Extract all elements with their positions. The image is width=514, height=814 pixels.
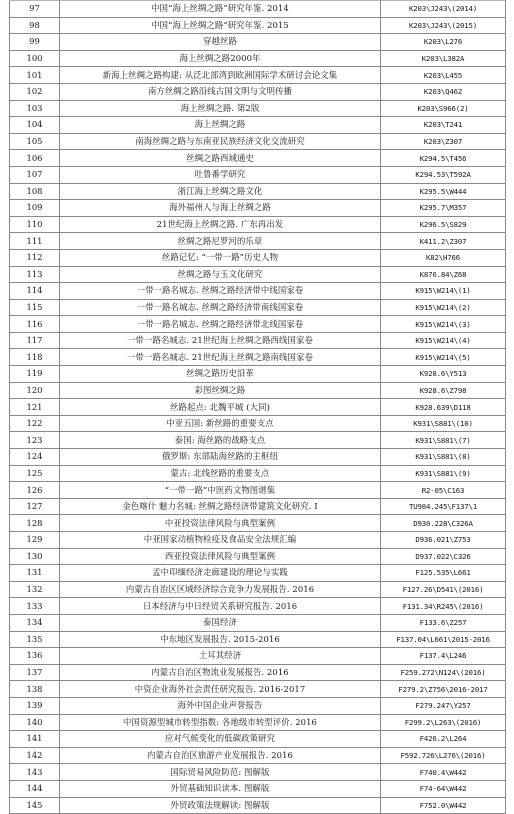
row-number-cell: 142 (10, 747, 60, 764)
call-number-cell: K203\Q462 (381, 83, 506, 100)
table-row (10, 332, 506, 349)
row-number-cell: 114 (10, 283, 60, 300)
book-title-cell: “一带一路”中医药文物图谱集 (60, 482, 381, 499)
call-number-cell: K203\S966(2) (381, 100, 506, 117)
call-number-cell: TU984.245\F137\1 (381, 498, 506, 515)
book-title-cell: 中亚投资法律风险与典型案例 (60, 515, 381, 532)
row-number-cell: 115 (10, 299, 60, 316)
table-row (10, 648, 506, 665)
call-number-cell: F259.272\N124\(2016) (381, 664, 506, 681)
book-title-cell: 一带一路名城志. 21世纪海上丝绸之路南线国家卷 (60, 349, 381, 366)
table-row (10, 681, 506, 698)
call-number-cell: F137.04\L661\2015-2016 (381, 631, 506, 648)
row-number-cell: 101 (10, 67, 60, 84)
book-title-cell: 21世纪海上丝绸之路. 广东再出发 (60, 216, 381, 233)
call-number-cell: F752.0\W442 (381, 797, 506, 814)
call-number-cell: K931\S881\(10) (381, 415, 506, 432)
row-number-cell: 103 (10, 100, 60, 117)
call-number-cell: K203\L455 (381, 67, 506, 84)
table-row (10, 67, 506, 84)
book-title-cell: 内蒙古自治区物流业发展报告. 2016 (60, 664, 381, 681)
book-title-cell: 中国“海上丝绸之路”研究年鉴. 2015 (60, 17, 381, 34)
row-number-cell: 109 (10, 200, 60, 217)
call-number-cell: F299.2\L263\(2016) (381, 714, 506, 731)
book-title-cell: 穿越丝路 (60, 34, 381, 51)
row-number-cell: 111 (10, 233, 60, 250)
table-row (10, 797, 506, 814)
call-number-cell: K82\H766 (381, 249, 506, 266)
table-row (10, 548, 506, 565)
call-number-cell: F279.2\Z756\2016-2017 (381, 681, 506, 698)
call-number-cell: K203\L276 (381, 34, 506, 51)
table-row (10, 233, 506, 250)
table-row (10, 17, 506, 34)
table-row (10, 581, 506, 598)
call-number-cell: K203\J243\(2015) (381, 17, 506, 34)
call-number-cell: K931\S881\(9) (381, 465, 506, 482)
row-number-cell: 128 (10, 515, 60, 532)
book-title-cell: 海上丝绸之路. 第2版 (60, 100, 381, 117)
row-number-cell: 124 (10, 449, 60, 466)
row-number-cell: 121 (10, 399, 60, 416)
book-title-cell: 新海上丝绸之路构建: 从泛北部湾到欧洲国际学术研讨会论文集 (60, 67, 381, 84)
catalog-sheet (9, 0, 505, 814)
book-title-cell: 应对气候变化的低碳政策研究 (60, 731, 381, 748)
row-number-cell: 135 (10, 631, 60, 648)
table-row (10, 366, 506, 383)
book-title-cell: 丝路起点: 北魏平城 (大同) (60, 399, 381, 416)
call-number-cell: K915\W214\(1) (381, 283, 506, 300)
book-title-cell: 中国资源型城市转型指数: 各地级市转型评价. 2016 (60, 714, 381, 731)
book-title-cell: 海上丝绸之路 (60, 117, 381, 134)
table-body (10, 1, 506, 814)
book-title-cell: 金色喀什 魅力名城: 丝绸之路经济带建筑文化研究. I (60, 498, 381, 515)
book-title-cell: 中国“海上丝绸之路”研究年鉴. 2014 (60, 1, 381, 18)
row-number-cell: 97 (10, 1, 60, 18)
table-row (10, 266, 506, 283)
call-number-cell: D937.022\C326 (381, 548, 506, 565)
call-number-cell: F426.2\L264 (381, 731, 506, 748)
table-row (10, 34, 506, 51)
book-title-cell: 丝路记忆: “一带一路”历史人物 (60, 249, 381, 266)
book-title-cell: 丝绸之路历史沿革 (60, 366, 381, 383)
book-title-cell: 彩图丝绸之路 (60, 382, 381, 399)
row-number-cell: 116 (10, 316, 60, 333)
call-number-cell: K915\W214\(4) (381, 332, 506, 349)
book-title-cell: 一带一路名城志. 丝绸之路经济带北线国家卷 (60, 316, 381, 333)
row-number-cell: 127 (10, 498, 60, 515)
row-number-cell: 132 (10, 581, 60, 598)
row-number-cell: 99 (10, 34, 60, 51)
book-title-cell: 海外福州人与海上丝绸之路 (60, 200, 381, 217)
table-row (10, 283, 506, 300)
table-row (10, 449, 506, 466)
book-title-cell: 日本经济与中日经贸关系研究报告. 2016 (60, 598, 381, 615)
call-number-cell: F592.726\L276\(2016) (381, 747, 506, 764)
book-title-cell: 外贸政策法规解读: 图解版 (60, 797, 381, 814)
table-row (10, 515, 506, 532)
row-number-cell: 141 (10, 731, 60, 748)
table-row (10, 532, 506, 549)
table-row (10, 100, 506, 117)
call-number-cell: K294.5\T456 (381, 150, 506, 167)
call-number-cell: K876.84\Z68 (381, 266, 506, 283)
table-row (10, 166, 506, 183)
call-number-cell: K915\W214\(5) (381, 349, 506, 366)
row-number-cell: 108 (10, 183, 60, 200)
call-number-cell: K931\S881\(8) (381, 449, 506, 466)
table-row (10, 565, 506, 582)
book-title-cell: 南海丝绸之路与东南亚民族经济文化交流研究 (60, 133, 381, 150)
row-number-cell: 118 (10, 349, 60, 366)
call-number-cell: K203\Z307 (381, 133, 506, 150)
book-title-cell: 中亚国家动植物检疫及食品安全法规汇编 (60, 532, 381, 549)
call-number-cell: K915\W214\(2) (381, 299, 506, 316)
row-number-cell: 126 (10, 482, 60, 499)
row-number-cell: 100 (10, 50, 60, 67)
call-number-cell: K411.2\Z307 (381, 233, 506, 250)
table-row (10, 133, 506, 150)
row-number-cell: 107 (10, 166, 60, 183)
book-title-cell: 西亚投资法律风险与典型案例 (60, 548, 381, 565)
table-row (10, 399, 506, 416)
row-number-cell: 119 (10, 366, 60, 383)
call-number-cell: F137.4\L246 (381, 648, 506, 665)
table-row (10, 780, 506, 797)
table-row (10, 216, 506, 233)
book-title-cell: 浙江海上丝绸之路文化 (60, 183, 381, 200)
table-row (10, 764, 506, 781)
row-number-cell: 136 (10, 648, 60, 665)
book-title-cell: 俄罗斯: 东部陆海丝路的主枢纽 (60, 449, 381, 466)
call-number-cell: K915\W214\(3) (381, 316, 506, 333)
row-number-cell: 138 (10, 681, 60, 698)
row-number-cell: 102 (10, 83, 60, 100)
row-number-cell: 120 (10, 382, 60, 399)
book-title-cell: 丝绸之路与玉文化研究 (60, 266, 381, 283)
book-title-cell: 海上丝绸之路2000年 (60, 50, 381, 67)
table-row (10, 150, 506, 167)
book-title-cell: 一带一路名城志. 21世纪海上丝绸之路西线国家卷 (60, 332, 381, 349)
book-title-cell: 蒙古: 北线丝路的重要支点 (60, 465, 381, 482)
table-row (10, 83, 506, 100)
row-number-cell: 113 (10, 266, 60, 283)
row-number-cell: 137 (10, 664, 60, 681)
call-number-cell: K296.5\S829 (381, 216, 506, 233)
call-number-cell: K295.5\W444 (381, 183, 506, 200)
book-title-cell: 丝绸之路尼罗河的乐章 (60, 233, 381, 250)
call-number-cell: K928.6\Z798 (381, 382, 506, 399)
row-number-cell: 140 (10, 714, 60, 731)
table-row (10, 432, 506, 449)
row-number-cell: 145 (10, 797, 60, 814)
call-number-cell: R2-05\C163 (381, 482, 506, 499)
book-title-cell: 土耳其经济 (60, 648, 381, 665)
table-row (10, 598, 506, 615)
row-number-cell: 104 (10, 117, 60, 134)
book-title-cell: 海外中国企业声誉报告 (60, 697, 381, 714)
row-number-cell: 123 (10, 432, 60, 449)
table-row (10, 664, 506, 681)
call-number-cell: K203\J243\(2014) (381, 1, 506, 18)
row-number-cell: 105 (10, 133, 60, 150)
row-number-cell: 131 (10, 565, 60, 582)
book-title-cell: 外贸基础知识读本. 图解版 (60, 780, 381, 797)
row-number-cell: 98 (10, 17, 60, 34)
table-row (10, 1, 506, 18)
table-row (10, 183, 506, 200)
book-title-cell: 泰国: 海丝路的战略支点 (60, 432, 381, 449)
book-title-cell: 泰国经济 (60, 614, 381, 631)
row-number-cell: 143 (10, 764, 60, 781)
table-row (10, 631, 506, 648)
call-number-cell: K931\S881\(7) (381, 432, 506, 449)
book-title-cell: 南方丝绸之路沿线古国文明与文明传播 (60, 83, 381, 100)
table-row (10, 382, 506, 399)
book-title-cell: 中资企业海外社会责任研究报告. 2016-2017 (60, 681, 381, 698)
row-number-cell: 110 (10, 216, 60, 233)
call-number-cell: F133.6\Z257 (381, 614, 506, 631)
book-catalog-table (9, 0, 506, 814)
call-number-cell: K294.53\T592A (381, 166, 506, 183)
call-number-cell: F279.247\Y257 (381, 697, 506, 714)
book-title-cell: 吐鲁番学研究 (60, 166, 381, 183)
book-title-cell: 内蒙古自治区区域经济综合竞争力发展报告. 2016 (60, 581, 381, 598)
table-row (10, 731, 506, 748)
call-number-cell: F127.26\D541\(2016) (381, 581, 506, 598)
table-row (10, 747, 506, 764)
table-row (10, 714, 506, 731)
call-number-cell: F74-64\W442 (381, 780, 506, 797)
row-number-cell: 117 (10, 332, 60, 349)
call-number-cell: F131.34\R245\(2016) (381, 598, 506, 615)
book-title-cell: 中亚五国: 新丝路的重要支点 (60, 415, 381, 432)
table-row (10, 482, 506, 499)
row-number-cell: 134 (10, 614, 60, 631)
call-number-cell: K203\L382A (381, 50, 506, 67)
call-number-cell: K203\T241 (381, 117, 506, 134)
book-title-cell: 国际贸易风险防范: 图解版 (60, 764, 381, 781)
row-number-cell: 139 (10, 697, 60, 714)
book-title-cell: 内蒙古自治区旅游产业发展报告. 2016 (60, 747, 381, 764)
row-number-cell: 129 (10, 532, 60, 549)
row-number-cell: 106 (10, 150, 60, 167)
call-number-cell: D930.228\C326A (381, 515, 506, 532)
call-number-cell: F125.535\L661 (381, 565, 506, 582)
table-row (10, 498, 506, 515)
table-row (10, 697, 506, 714)
table-row (10, 249, 506, 266)
book-title-cell: 中东地区发展报告. 2015-2016 (60, 631, 381, 648)
table-row (10, 117, 506, 134)
book-title-cell: 一带一路名城志. 丝绸之路经济带南线国家卷 (60, 299, 381, 316)
table-row (10, 316, 506, 333)
book-title-cell: 丝绸之路西域通史 (60, 150, 381, 167)
table-row (10, 299, 506, 316)
row-number-cell: 112 (10, 249, 60, 266)
book-title-cell: 孟中印缅经济走廊建设的理论与实践 (60, 565, 381, 582)
row-number-cell: 122 (10, 415, 60, 432)
row-number-cell: 130 (10, 548, 60, 565)
call-number-cell: F740.4\W442 (381, 764, 506, 781)
call-number-cell: D936.021\Z753 (381, 532, 506, 549)
row-number-cell: 144 (10, 780, 60, 797)
row-number-cell: 133 (10, 598, 60, 615)
table-row (10, 200, 506, 217)
table-row (10, 614, 506, 631)
call-number-cell: K928.639\D118 (381, 399, 506, 416)
row-number-cell: 125 (10, 465, 60, 482)
book-title-cell: 一带一路名城志. 丝绸之路经济带中线国家卷 (60, 283, 381, 300)
call-number-cell: K295.7\M357 (381, 200, 506, 217)
table-row (10, 415, 506, 432)
table-row (10, 50, 506, 67)
table-row (10, 465, 506, 482)
call-number-cell: K928.6\Y513 (381, 366, 506, 383)
table-row (10, 349, 506, 366)
